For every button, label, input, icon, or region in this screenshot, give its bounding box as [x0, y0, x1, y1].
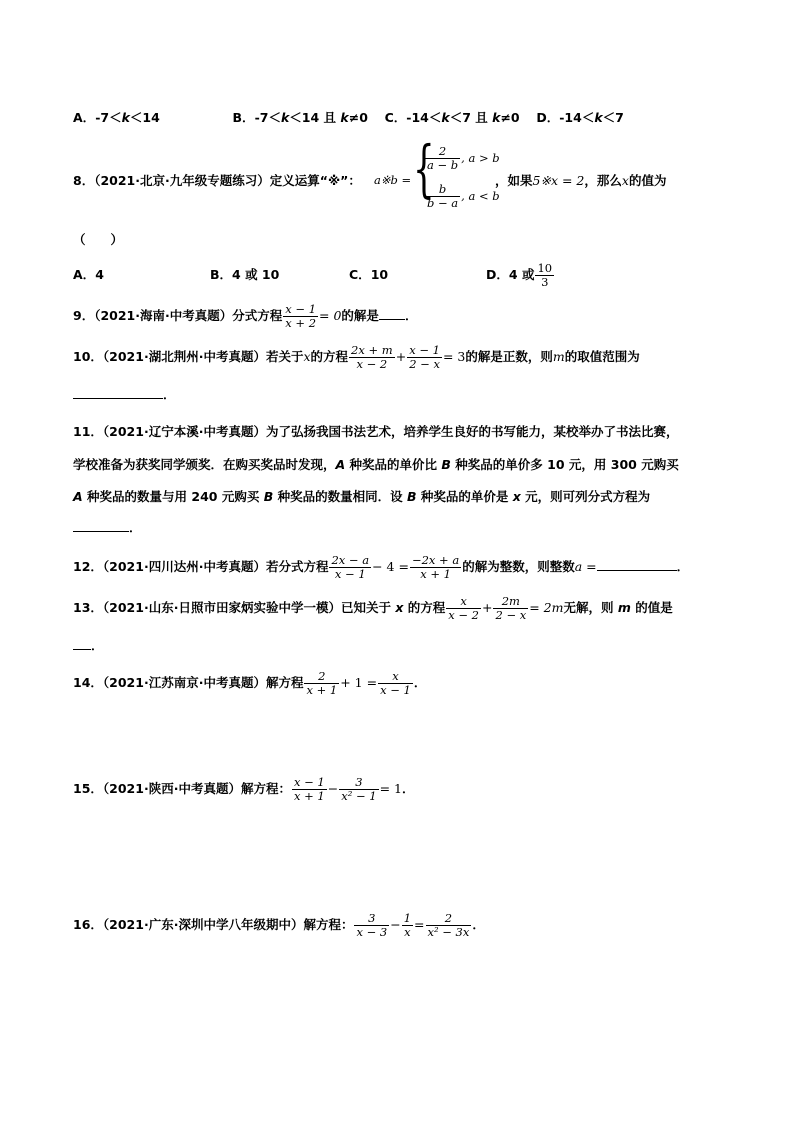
question-source: （2021·江苏南京·中考真题） — [102, 675, 266, 691]
answer-blank[interactable] — [379, 307, 405, 320]
question-number: 16． — [73, 917, 103, 933]
option-text: 4 — [95, 267, 104, 283]
q8-piece-2 — [424, 183, 500, 210]
fraction-numerator: x − 1 — [285, 302, 317, 316]
operator: + — [482, 600, 493, 616]
variable: x — [395, 600, 404, 616]
fraction-denominator: x − 1 — [329, 567, 371, 581]
equation-rhs: = 3 — [442, 349, 466, 365]
option-text: ＜7 — [602, 110, 624, 125]
fraction-denominator: 2 − x — [409, 357, 440, 372]
fraction-numerator: 2 — [438, 144, 447, 158]
question-number: 15． — [73, 781, 103, 797]
question-text: 的取值范围为 — [564, 349, 640, 365]
option-text: 4 或 10 — [232, 267, 280, 283]
option-label: A． — [73, 267, 96, 283]
answer-blank[interactable] — [73, 386, 163, 399]
question-text: 的值为 — [628, 173, 667, 188]
question-text: 种奖品的单价多 10 元，用 300 元购买 — [450, 457, 679, 472]
fraction-numerator: 3 — [368, 911, 376, 925]
fraction-numerator: x — [460, 594, 467, 608]
q11-line-3 — [73, 487, 650, 505]
option-text: -14＜ — [406, 110, 442, 125]
question-text: 若分式方程 — [265, 559, 329, 575]
fraction-numerator: 2x + m — [351, 343, 393, 357]
question-source: （2021·辽宁本溪·中考真题） — [102, 424, 266, 439]
q8-option-d[interactable] — [486, 261, 555, 290]
question-text: 种奖品的单价比 — [345, 457, 442, 472]
punctuation: ． — [163, 387, 176, 402]
question-source: （2021·湖北荆州·中考真题） — [102, 349, 266, 365]
question-text: 的值是 — [630, 600, 673, 616]
q12 — [73, 554, 689, 581]
q8-piece-1 — [424, 145, 500, 172]
question-text: 种奖品的数量与用 240 元购买 — [82, 489, 264, 504]
q10 — [73, 344, 640, 371]
punctuation: ． — [413, 675, 427, 691]
option-label: C． — [349, 267, 371, 283]
fraction-numerator: −2x + a — [411, 553, 460, 567]
fraction-denominator: x − 2 — [349, 357, 395, 371]
question-text: 已知关于 — [340, 600, 396, 616]
piece-condition: , a > b — [461, 151, 500, 166]
option-label: C． — [384, 110, 407, 125]
question-text: ，如果 — [495, 173, 533, 188]
fraction-numerator: x — [392, 669, 399, 683]
variable: B — [263, 489, 274, 504]
fraction-numerator: 1 — [403, 911, 412, 925]
q9 — [73, 303, 417, 330]
fraction-denominator: x — [402, 925, 413, 939]
fraction-numerator: x − 1 — [293, 775, 325, 789]
option-var: k — [492, 110, 501, 125]
q13 — [73, 595, 673, 622]
fraction-numerator: b — [438, 182, 447, 196]
option-var: k — [340, 110, 349, 125]
answer-blank[interactable] — [73, 637, 91, 650]
fraction-denominator: x + 2 — [285, 316, 317, 331]
option-text: ≠0 — [500, 110, 520, 125]
q8-option-c[interactable] — [349, 265, 486, 283]
option-text: ＜14 — [129, 110, 160, 125]
question-text: 元，则可列分式方程为 — [520, 489, 651, 504]
question-text: 的方程 — [310, 349, 349, 365]
option-text: -7＜ — [254, 110, 281, 125]
question-source: （2021·广东·深圳中学八年级期中） — [102, 917, 304, 933]
option-var: k — [594, 110, 603, 125]
option-var: k — [121, 110, 130, 125]
question-number: 12． — [73, 559, 103, 575]
punctuation: ． — [472, 917, 485, 933]
question-number: 10． — [73, 349, 103, 365]
fraction-numerator: 2 — [318, 669, 326, 683]
q11-line-2 — [73, 455, 679, 473]
fraction-denominator: 3 — [535, 275, 554, 289]
variable: x — [303, 349, 311, 365]
question-number: 14． — [73, 675, 103, 691]
q7-option-b[interactable] — [233, 110, 368, 125]
punctuation: ． — [91, 638, 104, 653]
question-source: （2021·海南·中考真题） — [94, 308, 233, 324]
punctuation: ． — [129, 520, 142, 535]
option-label: A． — [73, 110, 96, 125]
fraction-numerator: 3 — [355, 775, 363, 789]
fraction-denominator: x² − 1 — [341, 789, 377, 804]
option-text: ＜7 且 — [449, 110, 493, 125]
fraction-numerator: x − 1 — [409, 343, 440, 357]
operator: − — [390, 917, 401, 933]
option-var: k — [280, 110, 290, 125]
question-text: 无解，则 — [563, 600, 618, 616]
fraction-numerator: 10 — [537, 261, 553, 275]
equation-rhs: = 2m — [529, 600, 564, 616]
question-text: ，那么 — [584, 173, 622, 188]
operator: + — [395, 349, 407, 365]
question-text: 解方程 — [265, 675, 304, 691]
variable: A — [73, 489, 83, 504]
q8-options — [73, 262, 555, 289]
q13-answer — [73, 636, 104, 654]
variable: m — [552, 349, 565, 365]
variable: x — [512, 489, 521, 504]
fraction-denominator: x² − 3x — [427, 925, 470, 940]
q7-options — [73, 108, 624, 126]
q8-stem-tail — [495, 171, 666, 189]
q16 — [73, 912, 485, 939]
answer-blank[interactable] — [73, 519, 129, 532]
option-label: B． — [210, 267, 233, 283]
option-label: B． — [232, 110, 255, 125]
question-text: 为了弘扬我国书法艺术，培养学生良好的书写能力，某校举办了书法比赛， — [265, 424, 679, 439]
option-label: D． — [536, 110, 560, 125]
question-number: 9． — [73, 308, 95, 324]
question-number: 8． — [73, 173, 95, 188]
fraction-numerator: 2x − a — [331, 553, 370, 567]
q8-op: a※b = — [374, 173, 412, 187]
variable: B — [406, 489, 417, 504]
fraction-numerator: 2 — [444, 911, 453, 925]
question-text: 的方程 — [403, 600, 446, 616]
question-text: 种奖品的数量相同．设 — [273, 489, 407, 504]
option-text: ≠0 — [348, 110, 368, 125]
question-text: 种奖品的单价是 — [416, 489, 513, 504]
q8-stem — [73, 171, 361, 189]
operator: + 1 = — [340, 675, 378, 691]
question-text: 解方程： — [303, 917, 354, 933]
question-text: 的解是 — [341, 308, 379, 324]
fraction-denominator: x + 1 — [306, 683, 338, 698]
fraction-denominator: x − 1 — [380, 683, 411, 698]
option-text: -14＜ — [559, 110, 595, 125]
brace-icon: { — [413, 132, 435, 205]
q8-answer-paren: （ ） — [73, 232, 124, 247]
option-var: k — [441, 110, 450, 125]
question-number: 13． — [73, 600, 103, 616]
punctuation: ． — [404, 308, 418, 324]
fraction-denominator: x − 2 — [448, 608, 479, 623]
fraction-denominator: x + 1 — [293, 789, 325, 804]
option-text: -7＜ — [95, 110, 122, 125]
option-text: 4 或 — [508, 267, 535, 283]
fraction-denominator: a − b — [427, 158, 459, 173]
question-number: 11． — [73, 424, 103, 439]
punctuation: ． — [676, 559, 690, 575]
fraction-denominator: x − 3 — [356, 925, 388, 940]
fraction-denominator: b − a — [427, 196, 459, 211]
q11-line-1 — [73, 422, 678, 440]
variable: m — [617, 600, 631, 616]
equation-rhs: = 0 — [319, 308, 342, 324]
operator: − — [327, 781, 339, 797]
q15 — [73, 776, 414, 803]
variable: a = — [574, 559, 597, 575]
question-source: （2021·北京·九年级专题练习） — [94, 173, 270, 188]
option-text: 10 — [370, 267, 389, 283]
question-text: 若关于 — [265, 349, 304, 365]
piece-condition: , a < b — [461, 189, 500, 204]
answer-blank[interactable] — [597, 558, 677, 571]
q8-option-a[interactable] — [73, 265, 210, 283]
q14 — [73, 670, 426, 697]
q10-answer — [73, 385, 176, 403]
variable: B — [441, 457, 451, 472]
question-text: 解方程： — [240, 781, 291, 797]
q7-option-a[interactable] — [73, 110, 160, 125]
fraction-denominator: 2 − x — [495, 608, 527, 623]
question-text: 分式方程 — [232, 308, 283, 324]
q7-option-d[interactable] — [536, 110, 624, 125]
equation-rhs: = — [414, 917, 425, 933]
question-text: 的解是正数，则 — [465, 349, 553, 365]
variable: A — [335, 457, 346, 472]
q8-option-b[interactable] — [210, 265, 349, 283]
question-text: 定义运算“※”： — [269, 173, 361, 188]
q8-equation: 5※x = 2 — [532, 173, 585, 188]
fraction-numerator: 2m — [501, 594, 520, 608]
equation-rhs: = 1 — [379, 781, 402, 797]
question-source: （2021·陕西·中考真题） — [102, 781, 241, 797]
variable: x — [621, 173, 629, 188]
punctuation: ． — [401, 781, 415, 797]
option-label: D． — [486, 267, 509, 283]
q11-answer — [73, 518, 142, 536]
question-text: 的解为整数，则整数 — [462, 559, 575, 575]
q7-option-c[interactable] — [385, 110, 520, 125]
fraction-denominator: x + 1 — [410, 567, 461, 581]
question-text: 学校准备为获奖同学颁奖．在购买奖品时发现， — [73, 457, 336, 472]
operator: − 4 = — [372, 559, 409, 575]
question-source: （2021·山东·日照市田家炳实验中学一模） — [102, 600, 341, 616]
option-text: ＜14 且 — [289, 110, 341, 125]
question-source: （2021·四川达州·中考真题） — [102, 559, 266, 575]
